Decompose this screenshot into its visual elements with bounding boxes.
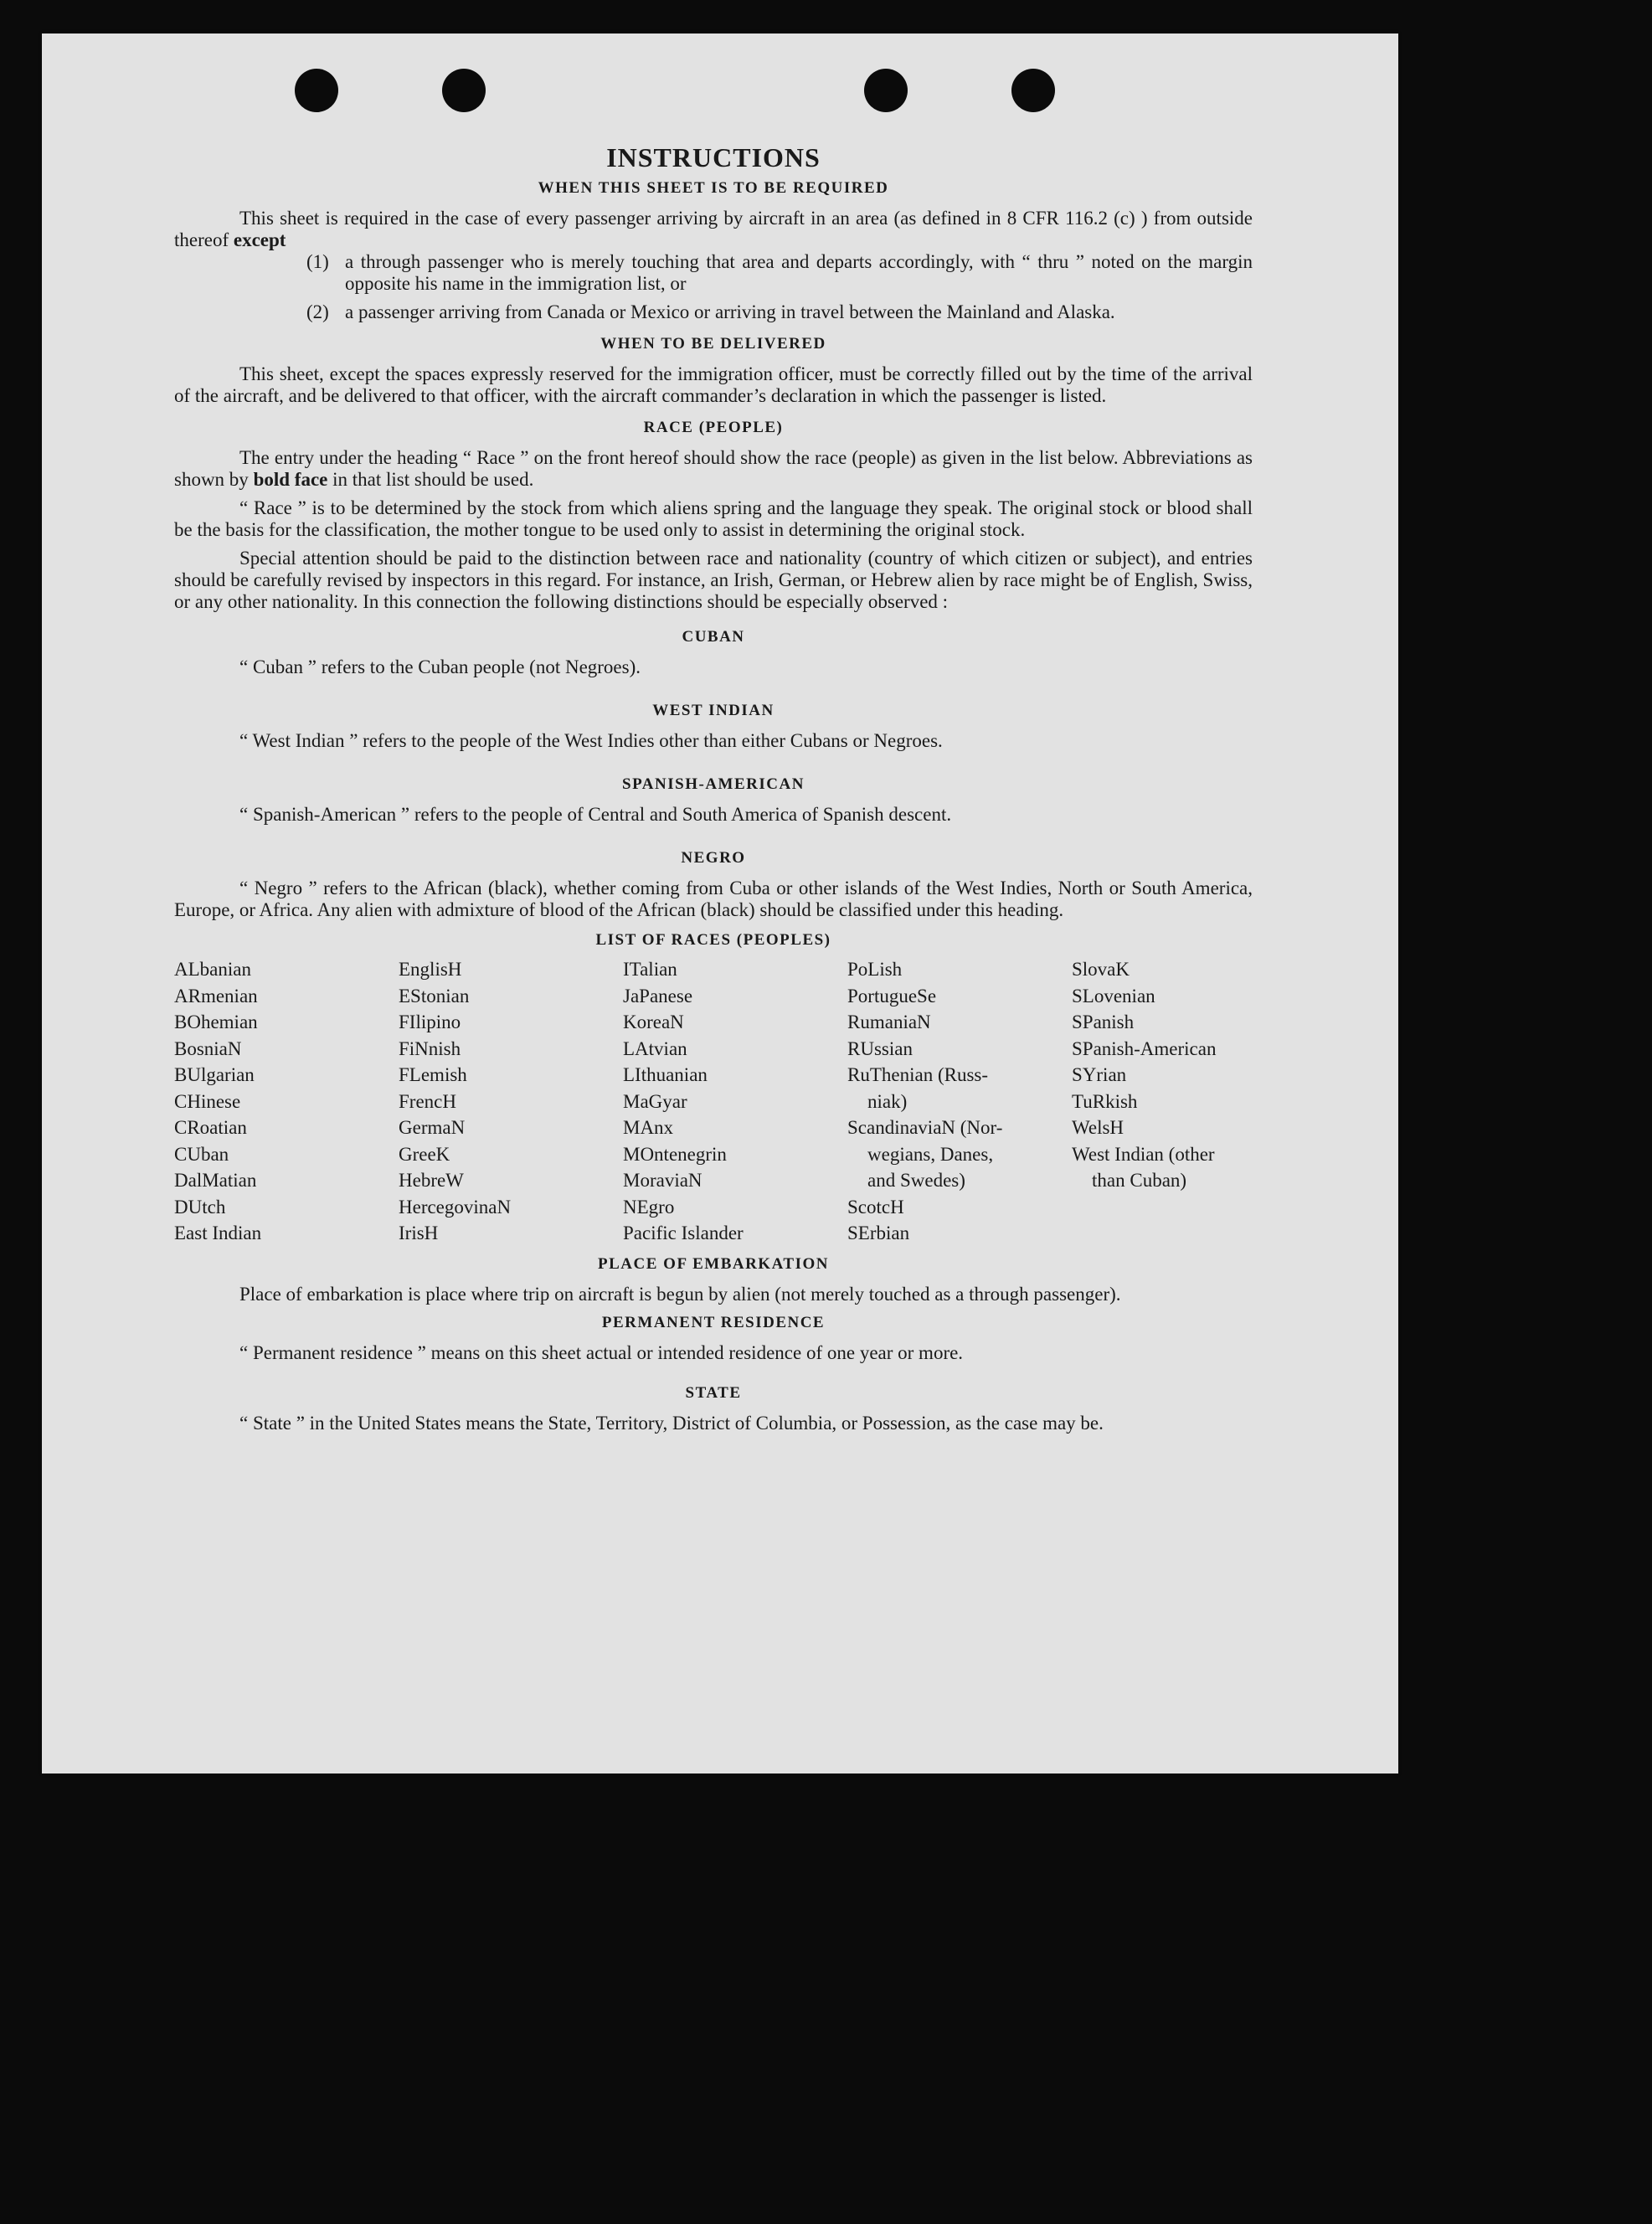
- races-column-4: [847, 956, 1072, 1247]
- race-item: IrisH: [399, 1223, 439, 1243]
- race-item: BosniaN: [174, 1037, 242, 1059]
- races-column-1: [174, 956, 399, 1247]
- list-item-number: (2): [306, 301, 329, 322]
- race-item: CRoatian: [174, 1117, 247, 1138]
- punch-hole: [442, 69, 486, 112]
- race-item: SlovaK: [1072, 959, 1130, 980]
- race-paragraph-3: Special attention should be paid to the distinction between race and nationality (country of which citizen or subject), and entries should be carefully revised by inspectors in this regard. For instance, an Irish, German, or Hebrew alien by race might be of English, Swiss, or any other nationality. In this connection the following distinctions should be especially observed :: [174, 548, 1253, 612]
- race-item: WelsH: [1072, 1117, 1124, 1138]
- race-item: HebreW: [399, 1170, 464, 1191]
- race-item: PortugueSe: [847, 985, 937, 1006]
- west-indian-text: “ West Indian ” refers to the people of the West Indies other than either Cubans or Negroes.: [239, 730, 943, 751]
- heading-delivered: WHEN TO BE DELIVERED: [600, 335, 826, 353]
- race-item: FiNnish: [399, 1037, 461, 1059]
- race-item: FIlipino: [399, 1012, 461, 1032]
- race-item: SPanish: [1072, 1012, 1135, 1032]
- list-item: [306, 251, 1253, 295]
- state-text: “ State ” in the United States means the State, Territory, District of Columbia, or Possession, as the case may be.: [239, 1412, 1104, 1434]
- race-item: KoreaN: [623, 1012, 684, 1032]
- heading-required: WHEN THIS SHEET IS TO BE REQUIRED: [538, 179, 889, 197]
- race-item: TuRkish: [1072, 1090, 1138, 1112]
- race-item: CHinese: [174, 1090, 241, 1112]
- cuban-text: “ Cuban ” refers to the Cuban people (not Negroes).: [239, 656, 641, 677]
- race-p1-text-end: in that list should be used.: [332, 469, 534, 490]
- race-item: LIthuanian: [623, 1064, 708, 1085]
- race-item-continuation: than Cuban): [1092, 1170, 1187, 1191]
- heading-spanish-american: SPANISH-AMERICAN: [622, 775, 805, 793]
- punch-hole: [295, 69, 338, 112]
- list-item-text: a passenger arriving from Canada or Mexico or arriving in travel between the Mainland and Alaska.: [345, 301, 1115, 322]
- race-item: NEgro: [623, 1196, 675, 1218]
- race-item: SErbian: [847, 1223, 910, 1243]
- race-item: PoLish: [847, 959, 903, 980]
- races-column-3: [623, 956, 847, 1247]
- race-item: EStonian: [399, 985, 470, 1006]
- race-item: CUban: [174, 1143, 229, 1165]
- race-item: BUlgarian: [174, 1064, 255, 1085]
- race-item: MaGyar: [623, 1090, 687, 1112]
- race-item: SLovenian: [1072, 985, 1155, 1006]
- race-item-continuation: niak): [867, 1090, 908, 1112]
- race-p1-bold: bold face: [253, 469, 328, 490]
- page-title: INSTRUCTIONS: [606, 142, 821, 172]
- race-item: ARmenian: [174, 985, 258, 1006]
- instructions-content: [174, 142, 1253, 1434]
- race-item: MAnx: [623, 1117, 674, 1138]
- race-item: GreeK: [399, 1143, 450, 1165]
- races-column-2: [399, 956, 623, 1247]
- races-list: [174, 956, 1253, 1247]
- race-item: ITalian: [623, 959, 677, 980]
- delivered-text: This sheet, except the spaces expressly reserved for the immigration officer, must be correctly filled out by the time of the arrival of the aircraft, and be delivered to that officer, with the aircraft commander’s declaration in which the passenger is listed.: [174, 363, 1253, 406]
- list-item: [306, 301, 1253, 323]
- required-intro: [174, 208, 1253, 251]
- race-paragraph-2: “ Race ” is to be determined by the stock from which aliens spring and the language they speak. The original stock or blood shall be the basis for the classification, the mother tongue to be used only to assist in determining the original stock.: [174, 497, 1253, 540]
- race-item: ALbanian: [174, 959, 251, 980]
- race-item: RUssian: [847, 1037, 913, 1059]
- punch-hole: [864, 69, 908, 112]
- race-item: SPanish-American: [1072, 1037, 1217, 1059]
- race-item: GermaN: [399, 1117, 466, 1138]
- race-item: HercegovinaN: [399, 1196, 512, 1218]
- document-sheet: [42, 33, 1398, 1774]
- race-item: FLemish: [399, 1064, 467, 1085]
- race-item: East Indian: [174, 1223, 262, 1243]
- race-item: DalMatian: [174, 1170, 257, 1191]
- race-item: ScotcH: [847, 1196, 904, 1218]
- heading-cuban: CUBAN: [682, 628, 745, 646]
- race-p1-text: The entry under the heading “ Race ” on the front hereof should show the race (people) as given in the list below. Abbreviations as shown by: [174, 447, 1253, 490]
- required-intro-text: This sheet is required in the case of every passenger arriving by aircraft in an area (as defined in 8 CFR 116.2 (c) ) from outside thereof: [174, 208, 1253, 250]
- race-paragraph-1: [174, 447, 1253, 491]
- race-item: JaPanese: [623, 985, 693, 1006]
- race-item: BOhemian: [174, 1012, 258, 1032]
- races-column-5: [1072, 956, 1256, 1247]
- race-item: RuThenian (Russ-: [847, 1064, 989, 1085]
- required-intro-bold: except: [233, 229, 286, 250]
- heading-west-indian: WEST INDIAN: [652, 702, 775, 719]
- race-item: MOntenegrin: [623, 1143, 727, 1165]
- heading-residence: PERMANENT RESIDENCE: [601, 1313, 826, 1331]
- heading-list-of-races: LIST OF RACES (PEOPLES): [595, 931, 831, 949]
- race-item: Pacific Islander: [623, 1223, 744, 1243]
- heading-race: RACE (PEOPLE): [643, 419, 784, 436]
- race-item-continuation: wegians, Danes,: [867, 1143, 994, 1165]
- list-item-number: (1): [306, 251, 329, 272]
- embarkation-text: Place of embarkation is place where trip on aircraft is begun by alien (not merely touched as a through passenger).: [239, 1283, 1121, 1305]
- list-item-text: a through passenger who is merely touching that area and departs accordingly, with “ thru ” noted on the margin opposite his name in the immigration list, or: [345, 251, 1253, 294]
- race-item: RumaniaN: [847, 1012, 931, 1032]
- heading-state: STATE: [685, 1383, 742, 1402]
- residence-text: “ Permanent residence ” means on this sheet actual or intended residence of one year or more.: [239, 1341, 964, 1363]
- race-item: DUtch: [174, 1196, 226, 1218]
- race-item: ScandinaviaN (Nor-: [847, 1117, 1003, 1138]
- heading-embarkation: PLACE OF EMBARKATION: [598, 1254, 829, 1273]
- heading-negro: NEGRO: [681, 849, 746, 867]
- race-item: EnglisH: [399, 959, 462, 980]
- race-item: SYrian: [1072, 1064, 1127, 1085]
- race-item: MoraviaN: [623, 1170, 702, 1191]
- punch-hole: [1011, 69, 1055, 112]
- negro-text: “ Negro ” refers to the African (black), whether coming from Cuba or other islands of the West Indies, North or South America, Europe, or Africa. Any alien with admixture of blood of the African (black) should be classified under this heading.: [174, 878, 1253, 920]
- required-list: [306, 251, 1253, 323]
- race-item: LAtvian: [623, 1037, 687, 1059]
- spanish-american-text: “ Spanish-American ” refers to the people of Central and South America of Spanish descent.: [239, 804, 952, 825]
- race-item-continuation: and Swedes): [867, 1170, 965, 1191]
- race-item: FrencH: [399, 1090, 456, 1112]
- race-item: West Indian (other: [1072, 1143, 1215, 1165]
